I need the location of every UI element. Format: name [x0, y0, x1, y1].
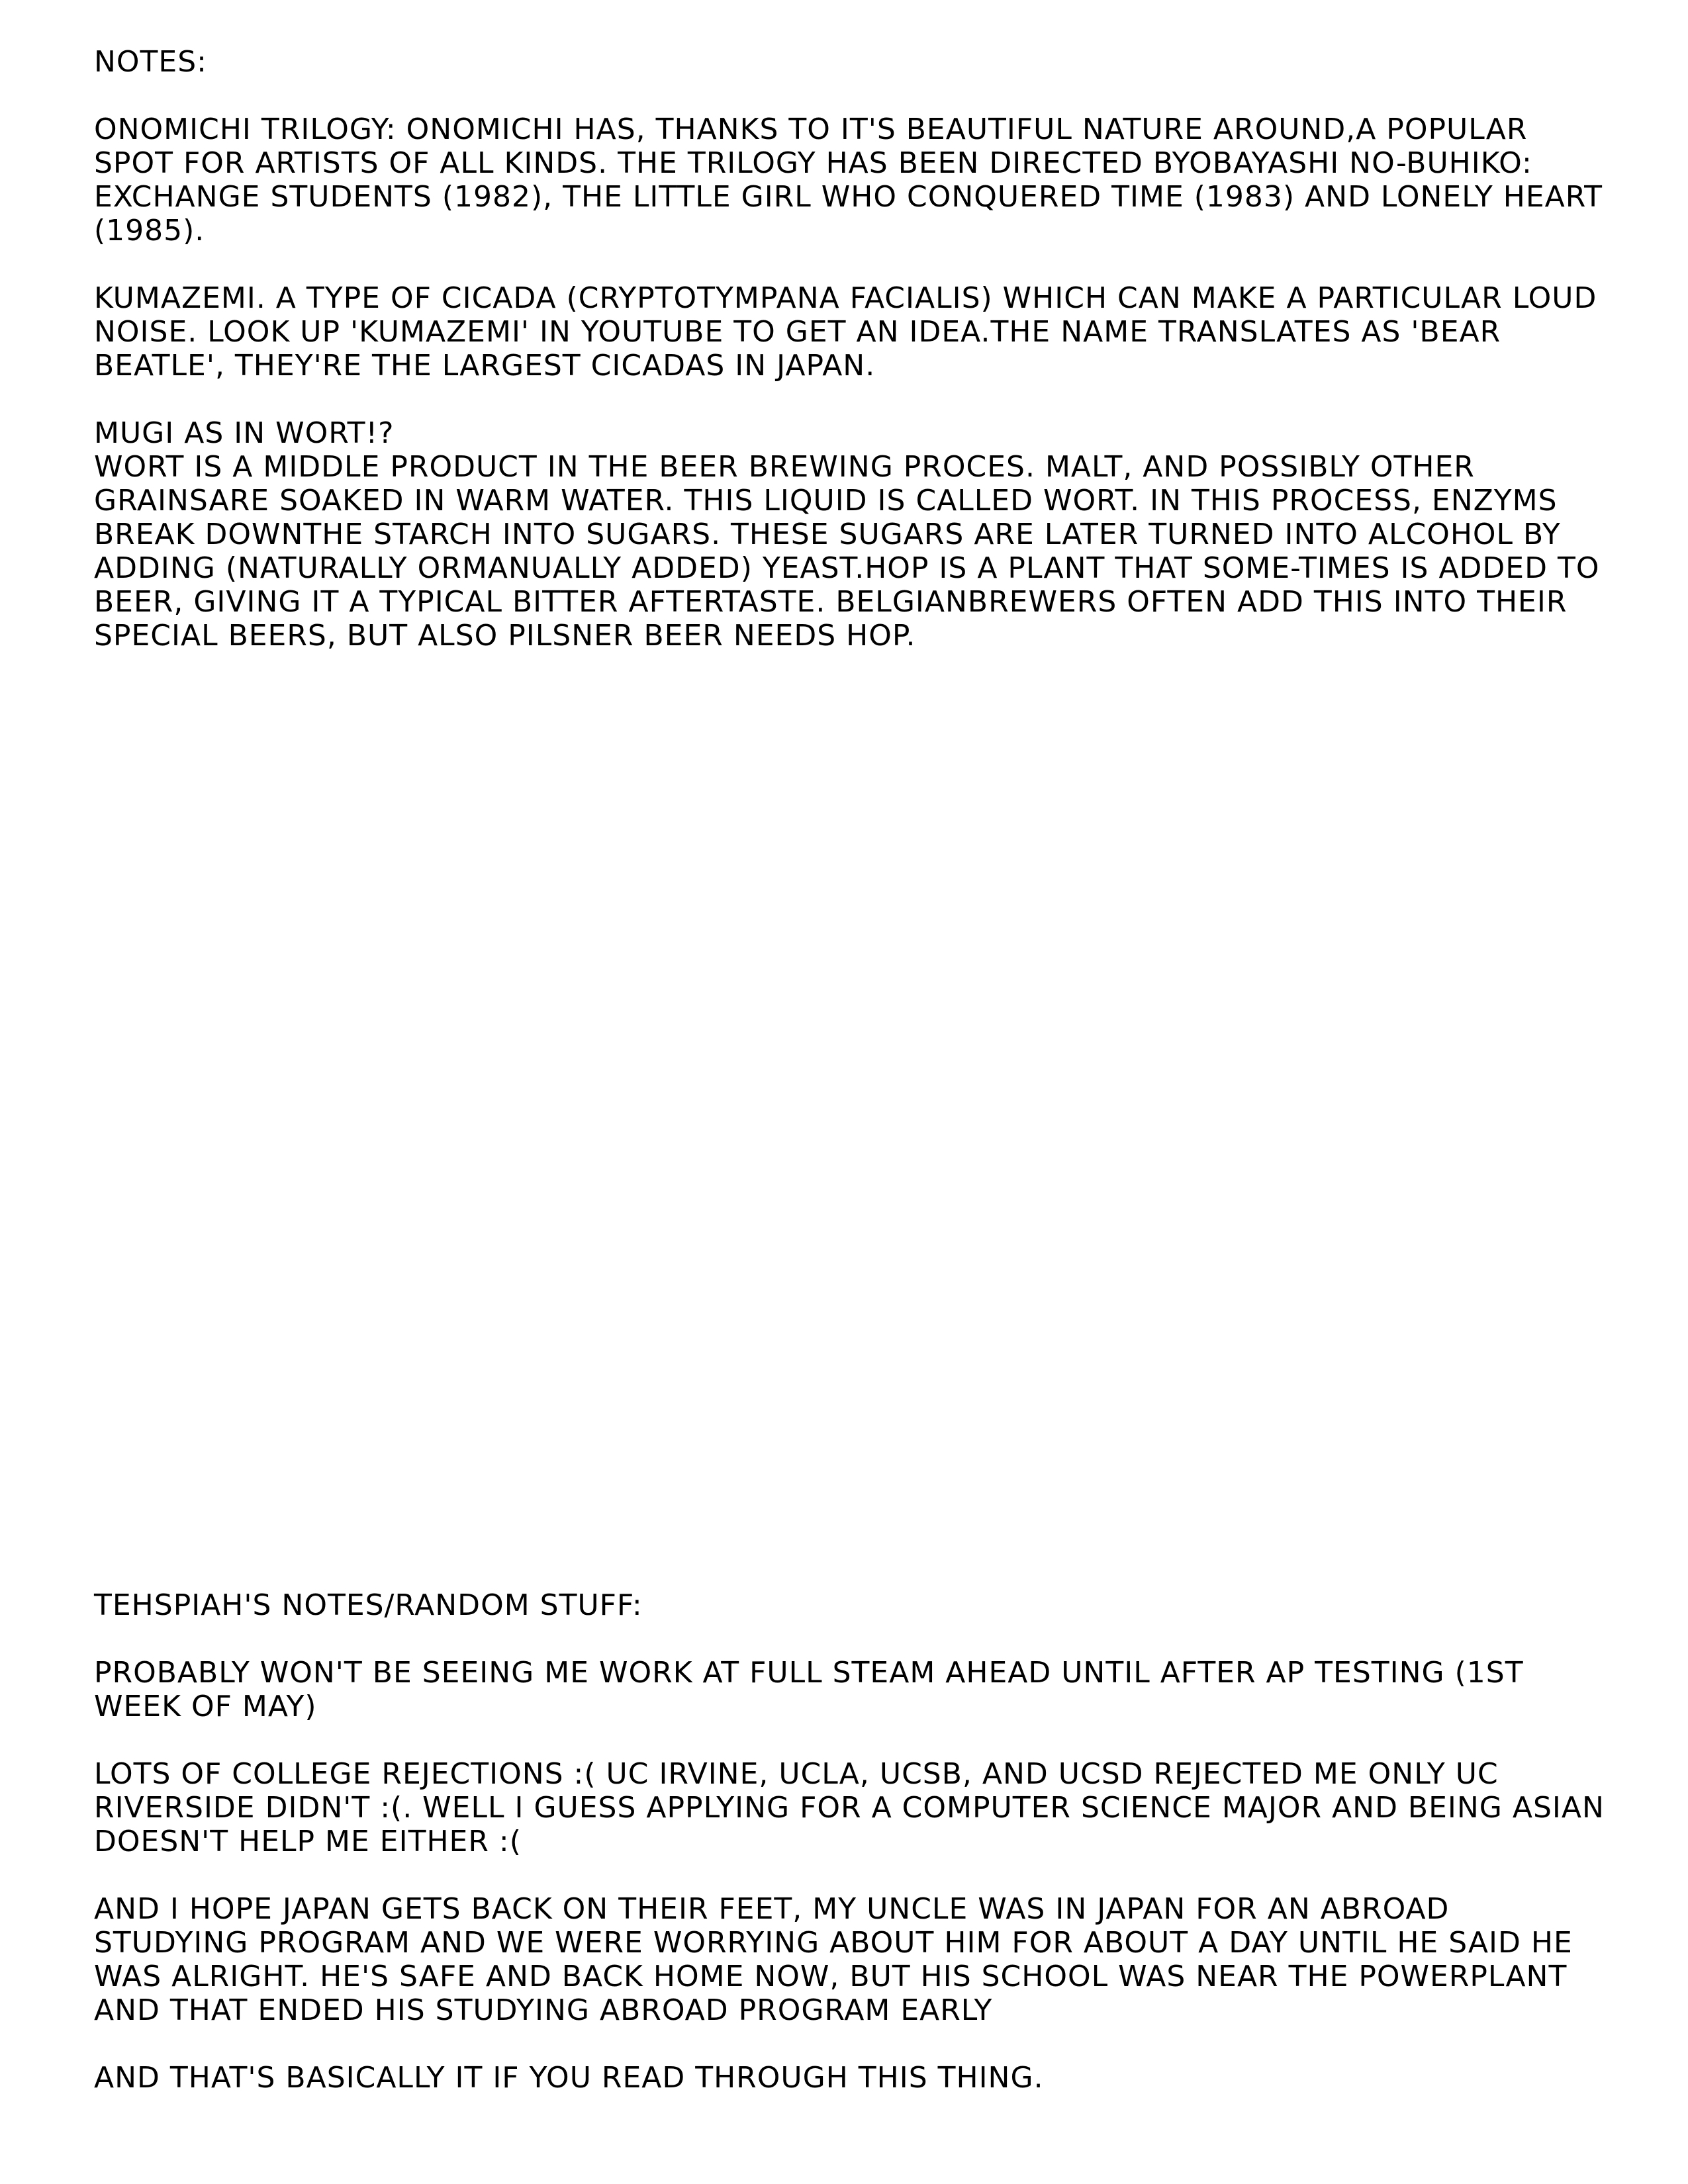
note-college: LOTS OF COLLEGE REJECTIONS :( UC IRVINE, UCLA, UCSB, AND UCSD REJECTED ME ONLY UC RIVERSIDE DIDN'T :(. WELL I GUESS APPLYING FOR A COMPUTER SCIENCE MAJOR AND BEING ASIAN DOESN'T HELP ME EITHER :(: [94, 1757, 1605, 1858]
note-closing: AND THAT'S BASICALLY IT IF YOU READ THROUGH THIS THING.: [94, 2061, 1044, 2095]
notes-heading: NOTES:: [94, 45, 207, 79]
note-japan: AND I HOPE JAPAN GETS BACK ON THEIR FEET, MY UNCLE WAS IN JAPAN FOR AN ABROAD STUDYING PROGRAM AND WE WERE WORRYING ABOUT HIM FOR ABOUT A DAY UNTIL HE SAID HE WAS ALRIGHT. HE'S SAFE AND BACK HOME NOW, BUT HIS SCHOOL WAS NEAR THE POWERPLANT AND THAT ENDED HIS STUDYING ABROAD PROGRAM EARLY: [94, 1892, 1573, 2027]
tehspiah-heading: TEHSPIAH'S NOTES/RANDOM STUFF:: [94, 1588, 643, 1622]
note-mugi-title: MUGI AS IN WORT!?: [94, 416, 395, 450]
note-onomichi: ONOMICHI TRILOGY: ONOMICHI HAS, THANKS TO IT'S BEAUTIFUL NATURE AROUND,A POPULAR SPOT FOR ARTISTS OF ALL KINDS. THE TRILOGY HAS BEEN DIRECTED BYOBAYASHI NO-BUHIKO: EXCHANGE STUDENTS (1982), THE LITTLE GIRL WHO CONQUERED TIME (1983) AND LONELY HEART (1985).: [94, 113, 1603, 248]
tehspiah-notes: [94, 1588, 1610, 2128]
note-mugi-body: WORT IS A MIDDLE PRODUCT IN THE BEER BREWING PROCES. MALT, AND POSSIBLY OTHER GRAINSARE SOAKED IN WARM WATER. THIS LIQUID IS CALLED WORT. IN THIS PROCESS, ENZYMS BREAK DOWNTHE STARCH INTO SUGARS. THESE SUGARS ARE LATER TURNED INTO ALCOHOL BY ADDING (NATURALLY ORMANUALLY ADDED) YEAST.HOP IS A PLANT THAT SOME-TIMES IS ADDED TO BEER, GIVING IT A TYPICAL BITTER AFTERTASTE. BELGIANBREWERS OFTEN ADD THIS INTO THEIR SPECIAL BEERS, BUT ALSO PILSNER BEER NEEDS HOP.: [94, 450, 1600, 653]
note-kumazemi: KUMAZEMI. A TYPE OF CICADA (CRYPTOTYMPANA FACIALIS) WHICH CAN MAKE A PARTICULAR LOUD NOISE. LOOK UP 'KUMAZEMI' IN YOUTUBE TO GET AN IDEA.THE NAME TRANSLATES AS 'BEAR BEATLE', THEY'RE THE LARGEST CICADAS IN JAPAN.: [94, 281, 1597, 383]
note-testing: PROBABLY WON'T BE SEEING ME WORK AT FULL STEAM AHEAD UNTIL AFTER AP TESTING (1ST WEEK OF MAY): [94, 1656, 1524, 1723]
translation-notes: [94, 45, 1610, 686]
